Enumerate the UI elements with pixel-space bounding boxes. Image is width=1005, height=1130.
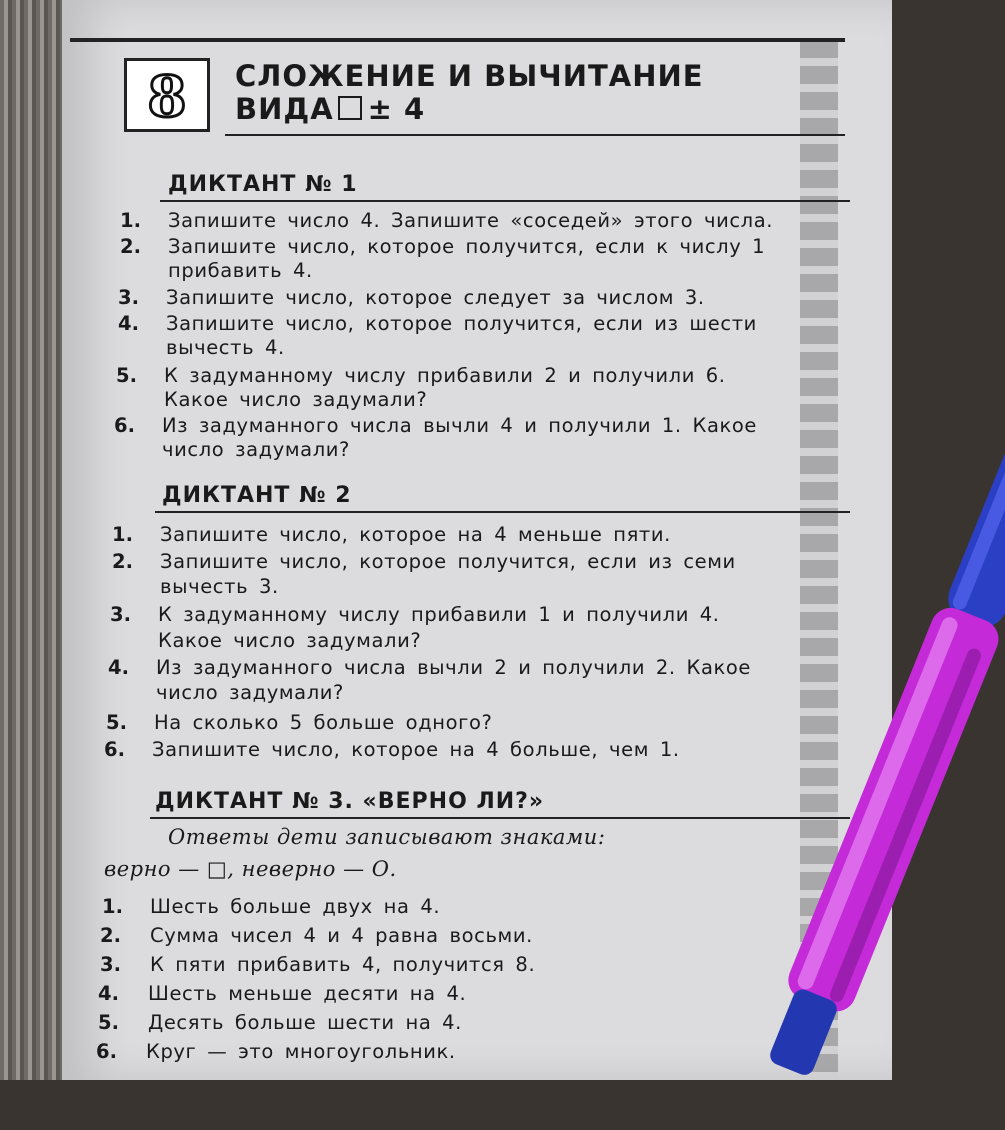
- d1-item-5-line-1: К задуманному числу прибавили 2 и получили 6.: [164, 364, 726, 387]
- d2-item-3-line-1: К задуманному числу прибавили 1 и получили 4.: [158, 603, 720, 626]
- d2-item-2-line-2: вычесть 3.: [160, 575, 279, 598]
- d1-item-6-line-1: Из задуманного числа вычли 4 и получили 1. Какое: [162, 414, 758, 437]
- dictation-3-heading: ДИКТАНТ № 3. «ВЕРНО ЛИ?»: [155, 789, 545, 814]
- book-binding: [0, 0, 62, 1080]
- d2-item-4-num: 4.: [108, 656, 129, 679]
- d1-item-4-num: 4.: [118, 312, 139, 335]
- chapter-badge: [124, 58, 210, 132]
- d1-item-2-line-1: Запишите число, которое получится, если к числу 1: [168, 235, 766, 258]
- d3-item-6-line-1: Круг — это многоугольник.: [146, 1040, 456, 1063]
- d3-item-4-num: 4.: [98, 982, 119, 1005]
- d3-item-5-line-1: Десять больше шести на 4.: [148, 1011, 462, 1034]
- d3-item-1-num: 1.: [102, 895, 123, 918]
- d1-item-1-line-1: Запишите число 4. Запишите «соседей» этого числа.: [168, 209, 774, 232]
- d2-item-2-line-1: Запишите число, которое получится, если из семи: [160, 550, 736, 573]
- page-title: [235, 60, 704, 126]
- title-line-2: [235, 93, 704, 126]
- d2-item-1-line-1: Запишите число, которое на 4 меньше пяти.: [160, 523, 671, 546]
- dictation-1-rule: [160, 200, 850, 202]
- d2-item-5-line-1: На сколько 5 больше одного?: [154, 711, 493, 734]
- d1-item-6-line-2: число задумали?: [162, 438, 350, 461]
- d3-item-6-num: 6.: [96, 1040, 117, 1063]
- d1-item-5-num: 5.: [116, 364, 137, 387]
- dictation-3-rule: [150, 817, 850, 819]
- d3-item-5-num: 5.: [98, 1011, 119, 1034]
- d2-item-3-num: 3.: [110, 603, 131, 626]
- dictation-1-heading: ДИКТАНТ № 1: [168, 172, 358, 197]
- d3-intro-line-1: Ответы дети записывают знаками:: [168, 825, 606, 849]
- top-rule: [70, 38, 845, 42]
- d2-item-5-num: 5.: [106, 711, 127, 734]
- d3-item-2-num: 2.: [100, 924, 121, 947]
- d1-item-1-num: 1.: [120, 209, 141, 232]
- d3-item-3-line-1: К пяти прибавить 4, получится 8.: [150, 953, 536, 976]
- d2-item-6-num: 6.: [104, 738, 125, 761]
- d1-item-4-line-1: Запишите число, которое получится, если из шести: [166, 312, 757, 335]
- d3-item-1-line-1: Шесть больше двух на 4.: [150, 895, 441, 918]
- d3-item-3-num: 3.: [100, 953, 121, 976]
- d1-item-3-num: 3.: [118, 286, 139, 309]
- square-icon: [338, 96, 362, 120]
- d3-item-4-line-1: Шесть меньше десяти на 4.: [148, 982, 467, 1005]
- d1-item-5-line-2: Какое число задумали?: [164, 388, 428, 411]
- dictation-2-rule: [155, 511, 850, 513]
- d1-item-2-line-2: прибавить 4.: [168, 259, 313, 282]
- title-suffix: ± 4: [367, 92, 426, 126]
- d1-item-6-num: 6.: [114, 414, 135, 437]
- d2-item-2-num: 2.: [112, 550, 133, 573]
- chapter-number: 8: [147, 64, 187, 126]
- d2-item-4-line-2: число задумали?: [156, 681, 344, 704]
- d1-item-2-num: 2.: [120, 235, 141, 258]
- title-prefix: ВИДА: [235, 92, 334, 126]
- d3-intro-line-2: верно — □, неверно — О.: [104, 857, 397, 881]
- d1-item-4-line-2: вычесть 4.: [166, 336, 285, 359]
- d2-item-1-num: 1.: [112, 523, 133, 546]
- pen-icon: [770, 430, 1005, 1130]
- title-rule: [225, 134, 845, 136]
- title-line-1: СЛОЖЕНИЕ И ВЫЧИТАНИЕ: [235, 59, 704, 93]
- d1-item-3-line-1: Запишите число, которое следует за числом 3.: [166, 286, 705, 309]
- dictation-2-heading: ДИКТАНТ № 2: [162, 483, 352, 508]
- d2-item-6-line-1: Запишите число, которое на 4 больше, чем 1.: [152, 738, 680, 761]
- d2-item-4-line-1: Из задуманного числа вычли 2 и получили 2. Какое: [156, 656, 752, 679]
- chapter-number-icon: [132, 64, 202, 126]
- d2-item-3-line-2: Какое число задумали?: [158, 629, 422, 652]
- d3-item-2-line-1: Сумма чисел 4 и 4 равна восьми.: [150, 924, 533, 947]
